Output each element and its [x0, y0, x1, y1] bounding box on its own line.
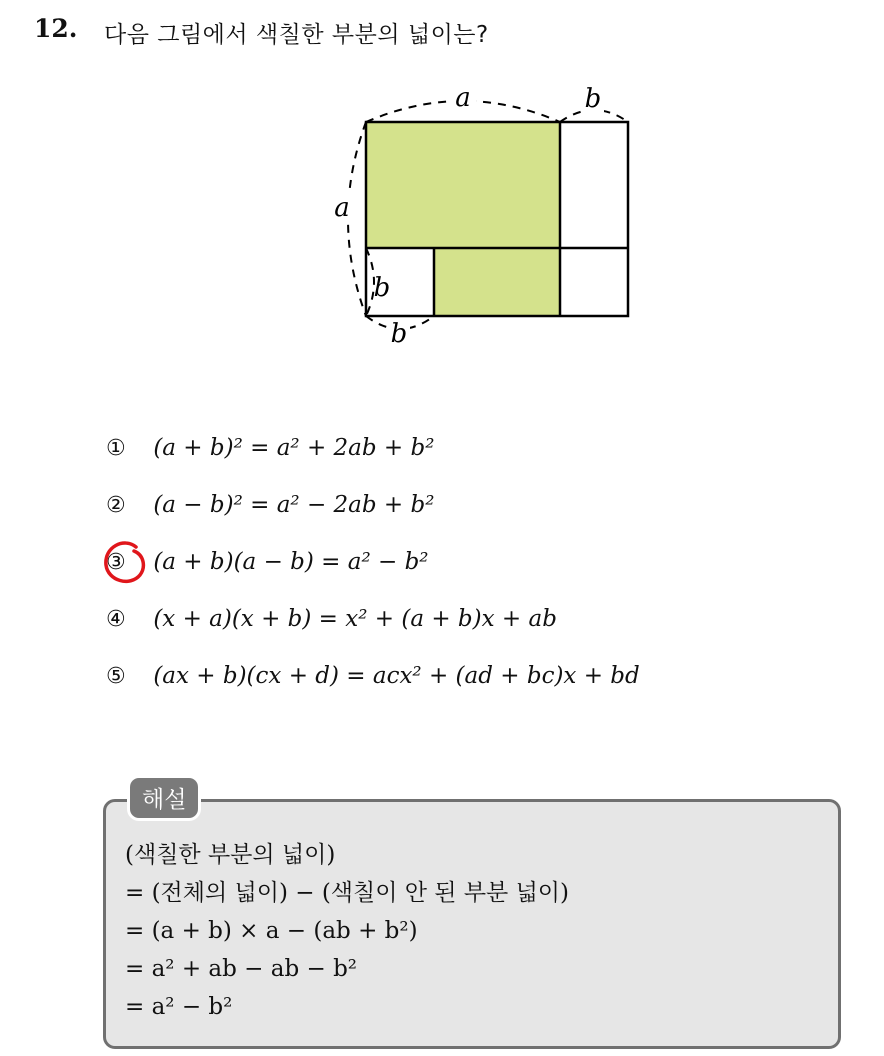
choice-number: ⑤	[106, 664, 126, 689]
solution-line: = (전체의 넓이) − (색칠이 안 된 부분 넓이)	[125, 880, 569, 906]
choice-expression: (a + b)² = a² + 2ab + b²	[153, 435, 435, 461]
question-number: 12.	[34, 14, 78, 43]
question-text: 다음 그림에서 색칠한 부분의 넓이는?	[104, 22, 489, 48]
choice-1[interactable]	[106, 435, 640, 492]
label-top-b: b	[584, 84, 602, 114]
label-left-a: a	[334, 193, 350, 223]
answer-circle-mark-icon	[100, 539, 148, 587]
choice-expression: (a + b)(a − b) = a² − b²	[153, 549, 429, 575]
shaded-region-bottom	[434, 248, 560, 316]
choice-expression: (a − b)² = a² − 2ab + b²	[153, 492, 435, 518]
solution-line: = a² + ab − ab − b²	[125, 956, 358, 982]
choice-number: ②	[106, 493, 126, 518]
choice-2[interactable]	[106, 492, 640, 549]
choice-expression: (ax + b)(cx + d) = acx² + (ad + bc)x + bd	[153, 663, 640, 689]
solution-line: (색칠한 부분의 넓이)	[125, 842, 336, 868]
label-top-a: a	[455, 83, 471, 113]
choice-number: ③	[106, 550, 126, 575]
rectangle-figure	[320, 80, 650, 350]
solution-tag: 해설	[130, 778, 198, 818]
choice-5[interactable]	[106, 663, 640, 720]
choice-number: ④	[106, 607, 126, 632]
answer-choices	[106, 435, 640, 720]
choice-3[interactable]	[106, 549, 640, 606]
label-inner-b: b	[373, 273, 391, 303]
choice-4[interactable]	[106, 606, 640, 663]
solution-line: = (a + b) × a − (ab + b²)	[125, 918, 418, 944]
label-bottom-b: b	[390, 319, 408, 349]
solution-line: = a² − b²	[125, 994, 233, 1020]
solution-text	[125, 836, 569, 1026]
choice-number: ①	[106, 436, 126, 461]
shaded-region-top	[366, 122, 560, 248]
choice-expression: (x + a)(x + b) = x² + (a + b)x + ab	[153, 606, 557, 632]
